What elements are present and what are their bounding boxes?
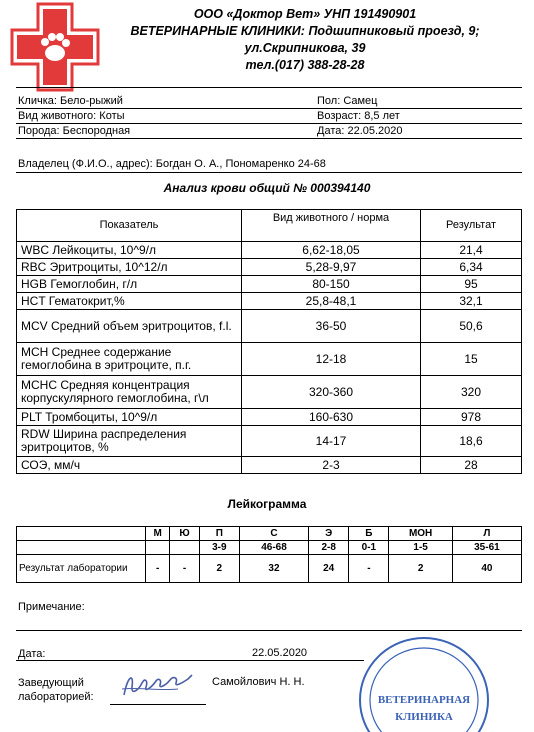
- patient-date: Дата: 22.05.2020: [317, 125, 403, 137]
- table-row: [17, 242, 522, 259]
- leuk-result: 24: [309, 555, 349, 583]
- field-underline: [16, 172, 522, 173]
- row-name: MCH Среднее содержание гемоглобина в эритроците, п.г.: [17, 343, 242, 376]
- row-norm: 160-630: [242, 409, 421, 426]
- row-norm: 80-150: [242, 276, 421, 293]
- header-parameter: Показатель: [17, 210, 242, 242]
- row-norm: 36-50: [242, 310, 421, 343]
- leuk-col: М: [146, 527, 170, 541]
- date-label: Дата:: [18, 648, 46, 660]
- leuk-col: Л: [452, 527, 521, 541]
- signature-image: [118, 665, 198, 705]
- leuk-norm: 46-68: [239, 541, 308, 555]
- leuk-col: Э: [309, 527, 349, 541]
- row-norm: 25,8-48,1: [242, 293, 421, 310]
- leukogram-corner: [17, 527, 146, 541]
- table-row: [17, 426, 522, 457]
- head-name: Самойлович Н. Н.: [212, 676, 305, 688]
- head-label-line1: Заведующий: [18, 677, 84, 689]
- row-result: 28: [421, 457, 522, 474]
- clinic-address-line1: ВЕТЕРИНАРНЫЕ КЛИНИКИ: Подшипниковый проезд, 9;: [130, 24, 480, 38]
- row-name: RDW Ширина распределения эритроцитов, %: [17, 426, 242, 457]
- leukogram-header-row: [17, 527, 522, 541]
- date-value: 22.05.2020: [252, 647, 308, 659]
- row-name: HCT Гематокрит,%: [17, 293, 242, 310]
- leuk-col: МОН: [389, 527, 452, 541]
- leuk-col: Ю: [170, 527, 199, 541]
- leuk-result: 2: [389, 555, 452, 583]
- leuk-result: -: [146, 555, 170, 583]
- date-underline: [16, 660, 364, 661]
- leuk-result: 40: [452, 555, 521, 583]
- leuk-col: Б: [349, 527, 389, 541]
- header-divider: [16, 87, 522, 88]
- row-norm: 14-17: [242, 426, 421, 457]
- row-result: 15: [421, 343, 522, 376]
- row-name: СОЭ, мм/ч: [17, 457, 242, 474]
- leuk-norm: 1-5: [389, 541, 452, 555]
- leukogram-row-label: Результат лаборатории: [17, 555, 146, 583]
- head-label-line2: лабораторией:: [18, 691, 94, 703]
- leuk-norm: [170, 541, 199, 555]
- patient-species: Вид животного: Коты: [18, 110, 125, 122]
- stamp-text: ВЕТЕРИНАРНАЯ: [377, 694, 471, 706]
- leuk-result: -: [349, 555, 389, 583]
- clinic-address-line2: ул.Скрипникова, 39: [244, 41, 366, 55]
- row-result: 32,1: [421, 293, 522, 310]
- row-norm: 5,28-9,97: [242, 259, 421, 276]
- leuk-result: -: [170, 555, 199, 583]
- leukogram-norm-label: [17, 541, 146, 555]
- row-result: 95: [421, 276, 522, 293]
- leuk-result: 2: [199, 555, 239, 583]
- leuk-norm: 3-9: [199, 541, 239, 555]
- leuk-result: 32: [239, 555, 308, 583]
- row-norm: 320-360: [242, 376, 421, 409]
- leuk-col: С: [239, 527, 308, 541]
- field-underline: [16, 123, 522, 124]
- table-row: [17, 310, 522, 343]
- row-name: MCV Средний объем эритроцитов, f.l.: [17, 310, 242, 343]
- stamp-text-2: КЛИНИКА: [395, 711, 453, 723]
- patient-age: Возраст: 8,5 лет: [317, 110, 400, 122]
- leukogram-norm-row: [17, 541, 522, 555]
- owner-field: Владелец (Ф.И.О., адрес): Богдан О. А., Пономаренко 24-68: [18, 158, 326, 170]
- table-row: [17, 343, 522, 376]
- leuk-norm: 35-61: [452, 541, 521, 555]
- leuk-norm: 0-1: [349, 541, 389, 555]
- leukogram-table: [16, 526, 522, 583]
- table-row: [17, 376, 522, 409]
- row-result: 978: [421, 409, 522, 426]
- table-row: [17, 259, 522, 276]
- table-row: [17, 276, 522, 293]
- table-row: [17, 457, 522, 474]
- row-name: HGB Гемоглобин, г/л: [17, 276, 242, 293]
- row-result: 18,6: [421, 426, 522, 457]
- row-norm: 6,62-18,05: [242, 242, 421, 259]
- field-underline: [16, 138, 522, 139]
- header-result: Результат: [421, 210, 522, 242]
- row-name: PLT Тромбоциты, 10^9/л: [17, 409, 242, 426]
- table-row: [17, 293, 522, 310]
- clinic-stamp: [358, 620, 490, 732]
- analysis-title: Анализ крови общий № 000394140: [163, 181, 371, 195]
- clinic-phone-line: тел.(017) 388-28-28: [245, 58, 365, 72]
- table-row: [17, 409, 522, 426]
- leuk-col: П: [199, 527, 239, 541]
- row-result: 21,4: [421, 242, 522, 259]
- leuk-norm: [146, 541, 170, 555]
- leuk-norm: 2-8: [309, 541, 349, 555]
- patient-sex: Пол: Самец: [317, 95, 378, 107]
- clinic-logo: [8, 0, 102, 94]
- row-norm: 2-3: [242, 457, 421, 474]
- row-result: 320: [421, 376, 522, 409]
- patient-breed: Порода: Беспородная: [18, 125, 131, 137]
- field-underline: [16, 108, 522, 109]
- row-norm: 12-18: [242, 343, 421, 376]
- header-norm: Вид животного / норма: [242, 210, 421, 242]
- row-name: RBC Эритроциты, 10^12/л: [17, 259, 242, 276]
- leukogram-title: Лейкограмма: [227, 497, 307, 511]
- patient-nickname: Кличка: Бело-рыжий: [18, 95, 123, 107]
- table-header-row: [17, 210, 522, 242]
- row-result: 6,34: [421, 259, 522, 276]
- clinic-name-line: ООО «Доктор Вет» УНП 191490901: [193, 7, 417, 21]
- leukogram-result-row: [17, 555, 522, 583]
- row-name: MCHC Средняя концентрация корпускулярного гемоглобина, г\л: [17, 376, 242, 409]
- row-result: 50,6: [421, 310, 522, 343]
- blood-test-table: [16, 209, 522, 474]
- note-label: Примечание:: [18, 601, 85, 613]
- row-name: WBC Лейкоциты, 10^9/л: [17, 242, 242, 259]
